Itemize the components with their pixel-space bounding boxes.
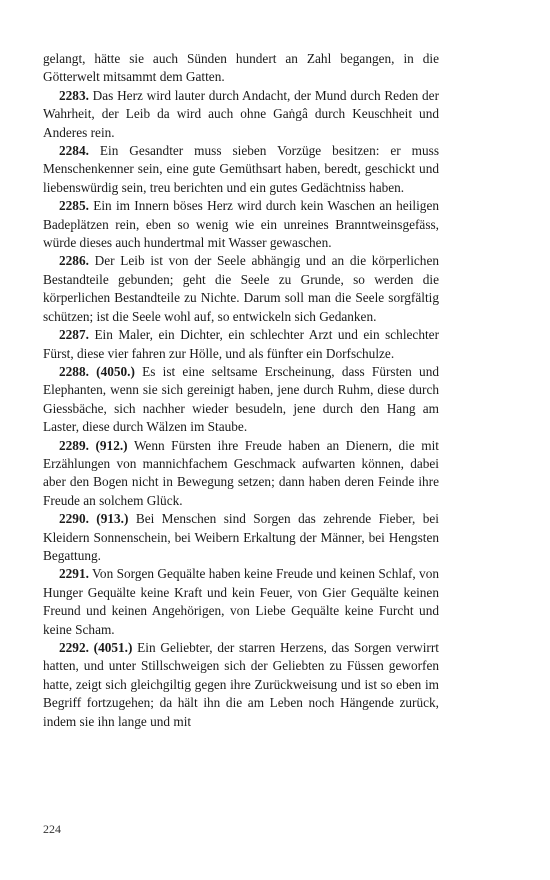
continuation-paragraph: gelangt, hätte sie auch Sünden hundert an Zahl begangen, in die Götterwelt mitsammt dem Gatten.: [43, 51, 439, 85]
entry-number: 2283.: [59, 87, 89, 103]
entry-text: Das Herz wird lauter durch Andacht, der Mund durch Reden der Wahrheit, der Leib da wird auch ohne Gaṅgâ durch Keuschheit und Anderes rein.: [43, 87, 439, 140]
entry-text: Ein Gesandter muss sieben Vorzüge besitzen: er muss Menschenkenner sein, eine gute Gemüthsart haben, beredt, geschickt und liebenswürdig sein, treu berichten und ein gutes Gedächtniss haben.: [43, 143, 440, 195]
entry-text: Ein Maler, ein Dichter, ein schlechter Arzt und ein schlechter Fürst, diese vier fahren zur Hölle, und als fünfter ein Dorfschulze.: [43, 327, 440, 361]
entry-2287: [43, 326, 439, 363]
entry-number: 2286.: [59, 253, 89, 269]
entry-text: Es ist eine seltsame Erscheinung, dass Fürsten und Elephanten, wenn sie sich gereinigt haben, jene durch Ruhm, diese durch Giessbäche, sich nachher wieder besudeln, jene durch den Hang am Laster, diese durch Wälzen im Staube.: [43, 363, 439, 435]
entry-text: Der Leib ist von der Seele abhängig und an die körperlichen Bestandteile gebunden; geht die Seele zu Grunde, so werden die körperlichen Bestandteile zu Nichte. Darum soll man die Seele sorgfältig schützen; ist die Seele wohl auf, so entwickeln sich Gedanken.: [43, 253, 439, 324]
entry-2284: [43, 142, 439, 197]
entry-text: Von Sorgen Gequälte haben keine Freude und keinen Schlaf, von Hunger Gequälte keine Kraft und kein Feuer, von Gier Gequälte keinen Freund und keinen Angehörigen, von Liebe Gequälte keine Furcht und keine Scham.: [43, 566, 439, 637]
entry-text: Wenn Fürsten ihre Freude haben an Dienern, die mit Erzählungen von mannichfachem Geschmack aufwarten können, dabei aber den Bogen nicht in Bewegung setzen; dann haben deren Feinde ihre Freude an solchem Glück.: [43, 437, 439, 508]
entry-number: 2285.: [59, 198, 89, 214]
entry-2290: [43, 510, 439, 565]
entry-number: 2290. (913.): [59, 511, 129, 527]
entry-number: 2291.: [59, 566, 89, 582]
entry-2289: [43, 437, 439, 511]
entry-2285: [43, 197, 439, 252]
entry-2288: [43, 363, 439, 437]
entry-number: 2292. (4051.): [59, 640, 133, 655]
entry-number: 2289. (912.): [59, 437, 128, 453]
entry-text: Ein im Innern böses Herz wird durch kein Waschen an heiligen Badeplätzen rein, eben so wenig wie ein unreines Branntweinsgefäss, würde dieses auch hundertmal mit Wasser gewaschen.: [43, 198, 439, 251]
entry-2283: [43, 87, 439, 142]
entry-text: Bei Menschen sind Sorgen das zehrende Fieber, bei Kleidern Sonnenschein, bei Weibern Erkaltung der Männer, bei Hengsten Begattung.: [43, 511, 439, 563]
entry-number: 2288. (4050.): [59, 363, 135, 379]
entry-number: 2284.: [59, 143, 89, 159]
entry-text: Ein Geliebter, der starren Herzens, das Sorgen verwirrt hatten, und unter Stillschweigen sich der Geliebten zu Füssen geworfen hatte, zeigt sich gleichgiltig gegen ihre Zurückweisung und ist so eben im Begriff fortzugehen; da hält ihn die am Leben noch Hängende zurück, indem sie ihn lange und mit: [43, 640, 439, 729]
text-column: [43, 50, 439, 731]
page-number: 224: [43, 822, 61, 836]
entry-number: 2287.: [59, 327, 89, 343]
entry-2292: [43, 639, 439, 731]
entry-2291: [43, 565, 439, 639]
entry-2286: [43, 252, 439, 326]
